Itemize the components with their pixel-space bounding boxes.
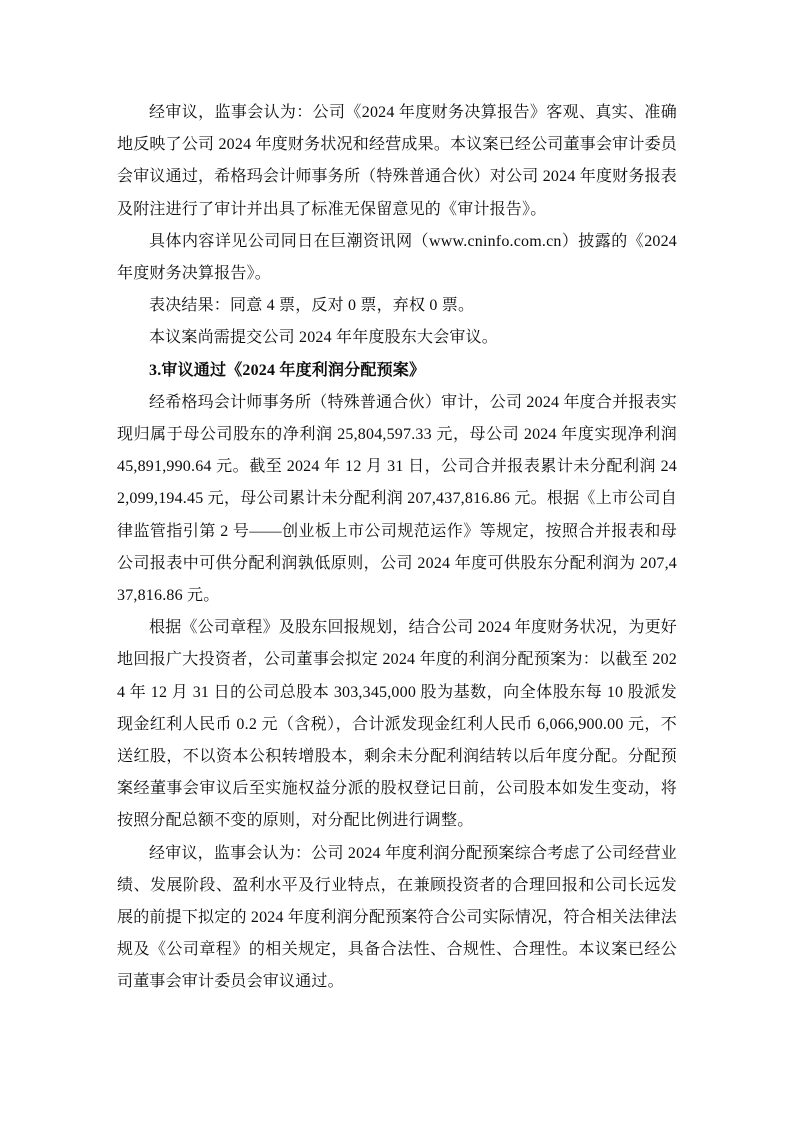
section-heading-item-3-profit-distribution: 3.审议通过《2024 年度利润分配预案》 (149, 361, 426, 379)
document-text-block (117, 97, 677, 999)
paragraph-vote-result: 表决结果：同意 4 票，反对 0 票，弃权 0 票。 (149, 297, 475, 315)
paragraph-audited-profit-figures: 经希格玛会计师事务所（特殊普通合伙）审计，公司 2024 年度合并报表实现归属于母公司股东的净利润 25,804,597.33 元，母公司 2024 年度实现净利润 45,891,990.64 元。截至 2024 年 12 月 31 日，公司合并报表累计未分配利润 242,099,194.45 元，母公司累计未分配利润 207,437,816.86 元。根据《上市公司自律监管指引第 2 号——创业板上市公司规范运作》等规定，按照合并报表和母公司报表中可供分配利润孰低原则，公司 2024 年度可供股东分配利润为 207,437,816.86 元。 (117, 393, 677, 605)
paragraph-audit-opinion: 经审议，监事会认为：公司《2024 年度财务决算报告》客观、真实、准确地反映了公司 2024 年度财务状况和经营成果。本议案已经公司董事会审计委员会审议通过，希格玛会计师事务所（特殊普通合伙）对公司 2024 年度财务报表及附注进行了审计并出具了标准无保留意见的《审计报告》。 (117, 104, 677, 218)
paragraph-distribution-plan-details: 根据《公司章程》及股东回报规划，结合公司 2024 年度财务状况，为更好地回报广大投资者，公司董事会拟定 2024 年度的利润分配预案为：以截至 2024 年 12 月 31 日的公司总股本 303,345,000 股为基数，向全体股东每 10 股派发现金红利人民币 0.2 元（含税），合计派发现金红利人民币 6,066,900.00 元，不送红股，不以资本公积转增股本，剩余未分配利润结转以后年度分配。分配预案经董事会审议后至实施权益分派的股权登记日前，公司股本如发生变动，将按照分配总额不变的原则，对分配比例进行调整。 (117, 619, 677, 830)
paragraph-disclosure-reference: 具体内容详见公司同日在巨潮资讯网（www.cninfo.com.cn）披露的《2024年度财务决算报告》。 (117, 232, 677, 283)
paragraph-supervisory-board-opinion: 经审议，监事会认为：公司 2024 年度利润分配预案综合考虑了公司经营业绩、发展阶段、盈利水平及行业特点，在兼顾投资者的合理回报和公司长远发展的前提下拟定的 2024 年度利润分配预案符合公司实际情况，符合相关法律法规及《公司章程》的相关规定，具备合法性、合规性、合理性。本议案已经公司董事会审计委员会审议通过。 (117, 844, 677, 991)
paragraph-submit-to-shareholders: 本议案尚需提交公司 2024 年年度股东大会审议。 (149, 329, 499, 347)
